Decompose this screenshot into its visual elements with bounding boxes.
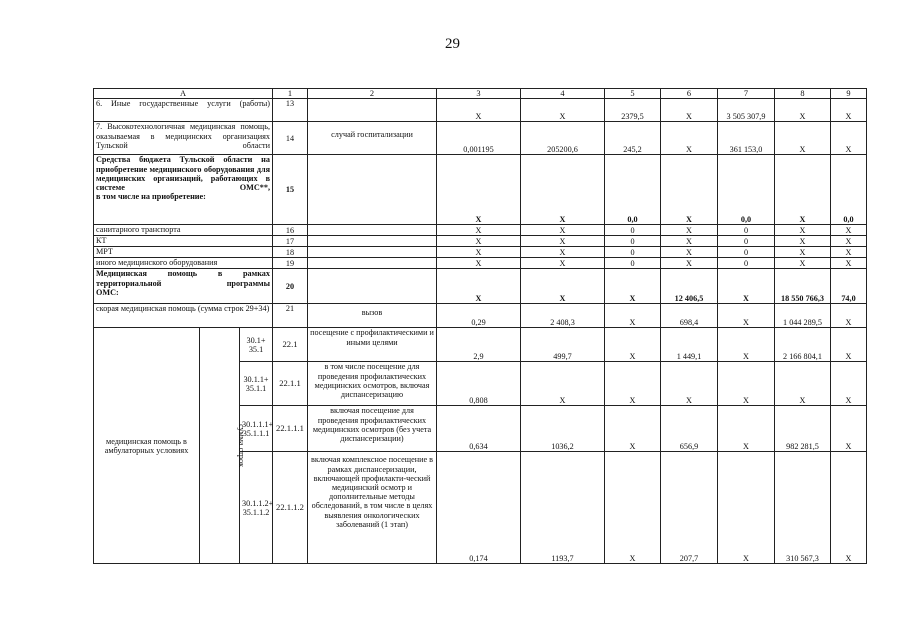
- header-cell: 8: [775, 89, 831, 99]
- table-row: [94, 269, 867, 304]
- cell: 0: [605, 247, 661, 258]
- cell: Х: [831, 328, 867, 362]
- cell: Х: [718, 452, 775, 564]
- header-cell: 3: [437, 89, 521, 99]
- cell: Х: [831, 99, 867, 122]
- sum-rows: 30.1.1+ 35.1.1: [240, 362, 273, 406]
- row-code: 20: [273, 269, 308, 304]
- cell: Х: [661, 258, 718, 269]
- cell: [308, 247, 437, 258]
- cell: Х: [437, 269, 521, 304]
- cell: Х: [437, 225, 521, 236]
- header-cell: 6: [661, 89, 718, 99]
- cell: 0,808: [437, 362, 521, 406]
- cell: 18 550 766,3: [775, 269, 831, 304]
- cell: Х: [521, 236, 605, 247]
- cell: Х: [775, 247, 831, 258]
- ambulatory-group-label: медицинская помощь в амбулаторных условиях: [94, 328, 200, 564]
- row-code: 16: [273, 225, 308, 236]
- cell: 245,2: [605, 122, 661, 155]
- cell: Х: [605, 328, 661, 362]
- table-row: [94, 236, 867, 247]
- cell: Х: [718, 269, 775, 304]
- cell: 499,7: [521, 328, 605, 362]
- cell: Х: [775, 362, 831, 406]
- row-name: 7. Высокотехнологичная медицинская помощь, оказываемая в медицинских организациях Тульской области: [94, 122, 273, 155]
- cell: Х: [661, 362, 718, 406]
- cell: Х: [775, 236, 831, 247]
- row-name-tail: ОМС:: [96, 287, 119, 297]
- cell: 310 567,3: [775, 452, 831, 564]
- cell: Х: [605, 452, 661, 564]
- cell: Х: [831, 304, 867, 328]
- sum-rows: 30.1+ 35.1: [240, 328, 273, 362]
- cell: 0: [605, 258, 661, 269]
- cell: 0: [718, 225, 775, 236]
- row-code: 17: [273, 236, 308, 247]
- cell: Х: [831, 362, 867, 406]
- cell: Х: [661, 247, 718, 258]
- table-row: [94, 155, 867, 225]
- cell: 2,9: [437, 328, 521, 362]
- cell: 0,0: [718, 155, 775, 225]
- row-name: иного медицинского оборудования: [94, 258, 273, 269]
- cell: Х: [661, 99, 718, 122]
- cell: Х: [831, 236, 867, 247]
- cell: Х: [831, 225, 867, 236]
- cell: 1036,2: [521, 406, 605, 452]
- table-row: [94, 328, 867, 362]
- table-row: [94, 304, 867, 328]
- cell: Х: [718, 304, 775, 328]
- cell: 2 408,3: [521, 304, 605, 328]
- program-table: [93, 88, 867, 564]
- cell: 0,634: [437, 406, 521, 452]
- header-cell: 1: [273, 89, 308, 99]
- row-name-main: Средства бюджета Тульской области на приобретение медицинского оборудования для медицинских организаций, работающих в системе ОМС**,: [96, 155, 270, 192]
- cell: 1 044 289,5: [775, 304, 831, 328]
- unit-cell: случай госпитализации: [308, 122, 437, 155]
- cell: Х: [831, 258, 867, 269]
- cell: Х: [661, 155, 718, 225]
- row-name-tail: в том числе на приобретение:: [96, 192, 206, 202]
- row-code: 15: [273, 155, 308, 225]
- cell: Х: [718, 328, 775, 362]
- cell: Х: [775, 225, 831, 236]
- row-name: МРТ: [94, 247, 273, 258]
- cell: 1 449,1: [661, 328, 718, 362]
- cell: 0: [718, 258, 775, 269]
- cell: [308, 225, 437, 236]
- row-name: [94, 155, 273, 225]
- cell: Х: [718, 362, 775, 406]
- cell: 656,9: [661, 406, 718, 452]
- vertical-label-text: сумма строк: [236, 424, 246, 468]
- cell: 205200,6: [521, 122, 605, 155]
- cell: Х: [831, 452, 867, 564]
- row-code: 22.1: [273, 328, 308, 362]
- cell: Х: [521, 247, 605, 258]
- cell: Х: [521, 99, 605, 122]
- cell: Х: [718, 406, 775, 452]
- cell: 2 166 804,1: [775, 328, 831, 362]
- row-code: 21: [273, 304, 308, 328]
- cell: 0: [605, 236, 661, 247]
- cell: Х: [437, 99, 521, 122]
- header-cell: 5: [605, 89, 661, 99]
- cell: Х: [775, 155, 831, 225]
- row-name-main: Медицинская помощь в рамках территориальной программы: [96, 269, 270, 288]
- header-cell: 4: [521, 89, 605, 99]
- row-code: 13: [273, 99, 308, 122]
- unit-cell: посещение с профилактическими и иными целями: [308, 328, 437, 362]
- cell: 0,001195: [437, 122, 521, 155]
- sum-rows: 30.1.1.1+ 35.1.1.1: [240, 406, 273, 452]
- header-cell: А: [94, 89, 273, 99]
- cell: 3 505 307,9: [718, 99, 775, 122]
- page-number: 29: [445, 36, 460, 52]
- cell: Х: [831, 247, 867, 258]
- cell: Х: [521, 258, 605, 269]
- row-code: 14: [273, 122, 308, 155]
- cell: [308, 236, 437, 247]
- cell: Х: [605, 304, 661, 328]
- row-code: 19: [273, 258, 308, 269]
- cell: 207,7: [661, 452, 718, 564]
- cell: Х: [521, 225, 605, 236]
- cell: 74,0: [831, 269, 867, 304]
- table-row: [94, 258, 867, 269]
- header-cell: 7: [718, 89, 775, 99]
- unit-cell: вызов: [308, 304, 437, 328]
- row-code: 22.1.1.1: [273, 406, 308, 452]
- cell: Х: [521, 269, 605, 304]
- cell: Х: [437, 247, 521, 258]
- cell: [308, 258, 437, 269]
- cell: 1193,7: [521, 452, 605, 564]
- cell: Х: [605, 406, 661, 452]
- row-name: КТ: [94, 236, 273, 247]
- table-row: [94, 247, 867, 258]
- cell: 0: [605, 225, 661, 236]
- cell: Х: [437, 155, 521, 225]
- cell: Х: [775, 99, 831, 122]
- cell: Х: [661, 225, 718, 236]
- cell: Х: [775, 122, 831, 155]
- cell: Х: [661, 236, 718, 247]
- table-row: [94, 122, 867, 155]
- sum-rows: 30.1.1.2+ 35.1.1.2: [240, 452, 273, 564]
- cell: 698,4: [661, 304, 718, 328]
- row-name: 6. Иные государственные услуги (работы): [94, 99, 273, 122]
- row-code: 22.1.1: [273, 362, 308, 406]
- cell: Х: [831, 406, 867, 452]
- cell: [308, 269, 437, 304]
- cell: Х: [605, 269, 661, 304]
- cell: 0,29: [437, 304, 521, 328]
- cell: Х: [775, 258, 831, 269]
- cell: 0,0: [605, 155, 661, 225]
- cell: 982 281,5: [775, 406, 831, 452]
- cell: 2379,5: [605, 99, 661, 122]
- cell: Х: [831, 122, 867, 155]
- row-code: 18: [273, 247, 308, 258]
- cell: Х: [661, 122, 718, 155]
- cell: 361 153,0: [718, 122, 775, 155]
- cell: Х: [437, 236, 521, 247]
- cell: Х: [521, 155, 605, 225]
- unit-cell: включая посещение для проведения профилактических медицинских осмотров (без учета диспансеризации): [308, 406, 437, 452]
- table-row: [94, 99, 867, 122]
- header-cell: 2: [308, 89, 437, 99]
- cell: [308, 155, 437, 225]
- cell: Х: [437, 258, 521, 269]
- cell: 12 406,5: [661, 269, 718, 304]
- cell: 0,0: [831, 155, 867, 225]
- vertical-label: [220, 328, 246, 564]
- cell: Х: [521, 362, 605, 406]
- cell: 0,174: [437, 452, 521, 564]
- unit-cell: в том числе посещение для проведения профилактических медицинских осмотров, включая диспансеризацию: [308, 362, 437, 406]
- header-row: [94, 89, 867, 99]
- row-code: 22.1.1.2: [273, 452, 308, 564]
- table-row: [94, 225, 867, 236]
- header-cell: 9: [831, 89, 867, 99]
- unit-cell: включая комплексное посещение в рамках диспансеризации, включающей профилакти-ческий медицинский осмотр и дополнительные методы обследований, в том числе в целях выявления онкологических заболеваний (1 этап): [308, 452, 437, 564]
- cell: [308, 99, 437, 122]
- cell: Х: [605, 362, 661, 406]
- row-name: скорая медицинская помощь (сумма строк 29+34): [94, 304, 273, 328]
- cell: 0: [718, 247, 775, 258]
- cell: 0: [718, 236, 775, 247]
- row-name: санитарного транспорта: [94, 225, 273, 236]
- row-name: [94, 269, 273, 304]
